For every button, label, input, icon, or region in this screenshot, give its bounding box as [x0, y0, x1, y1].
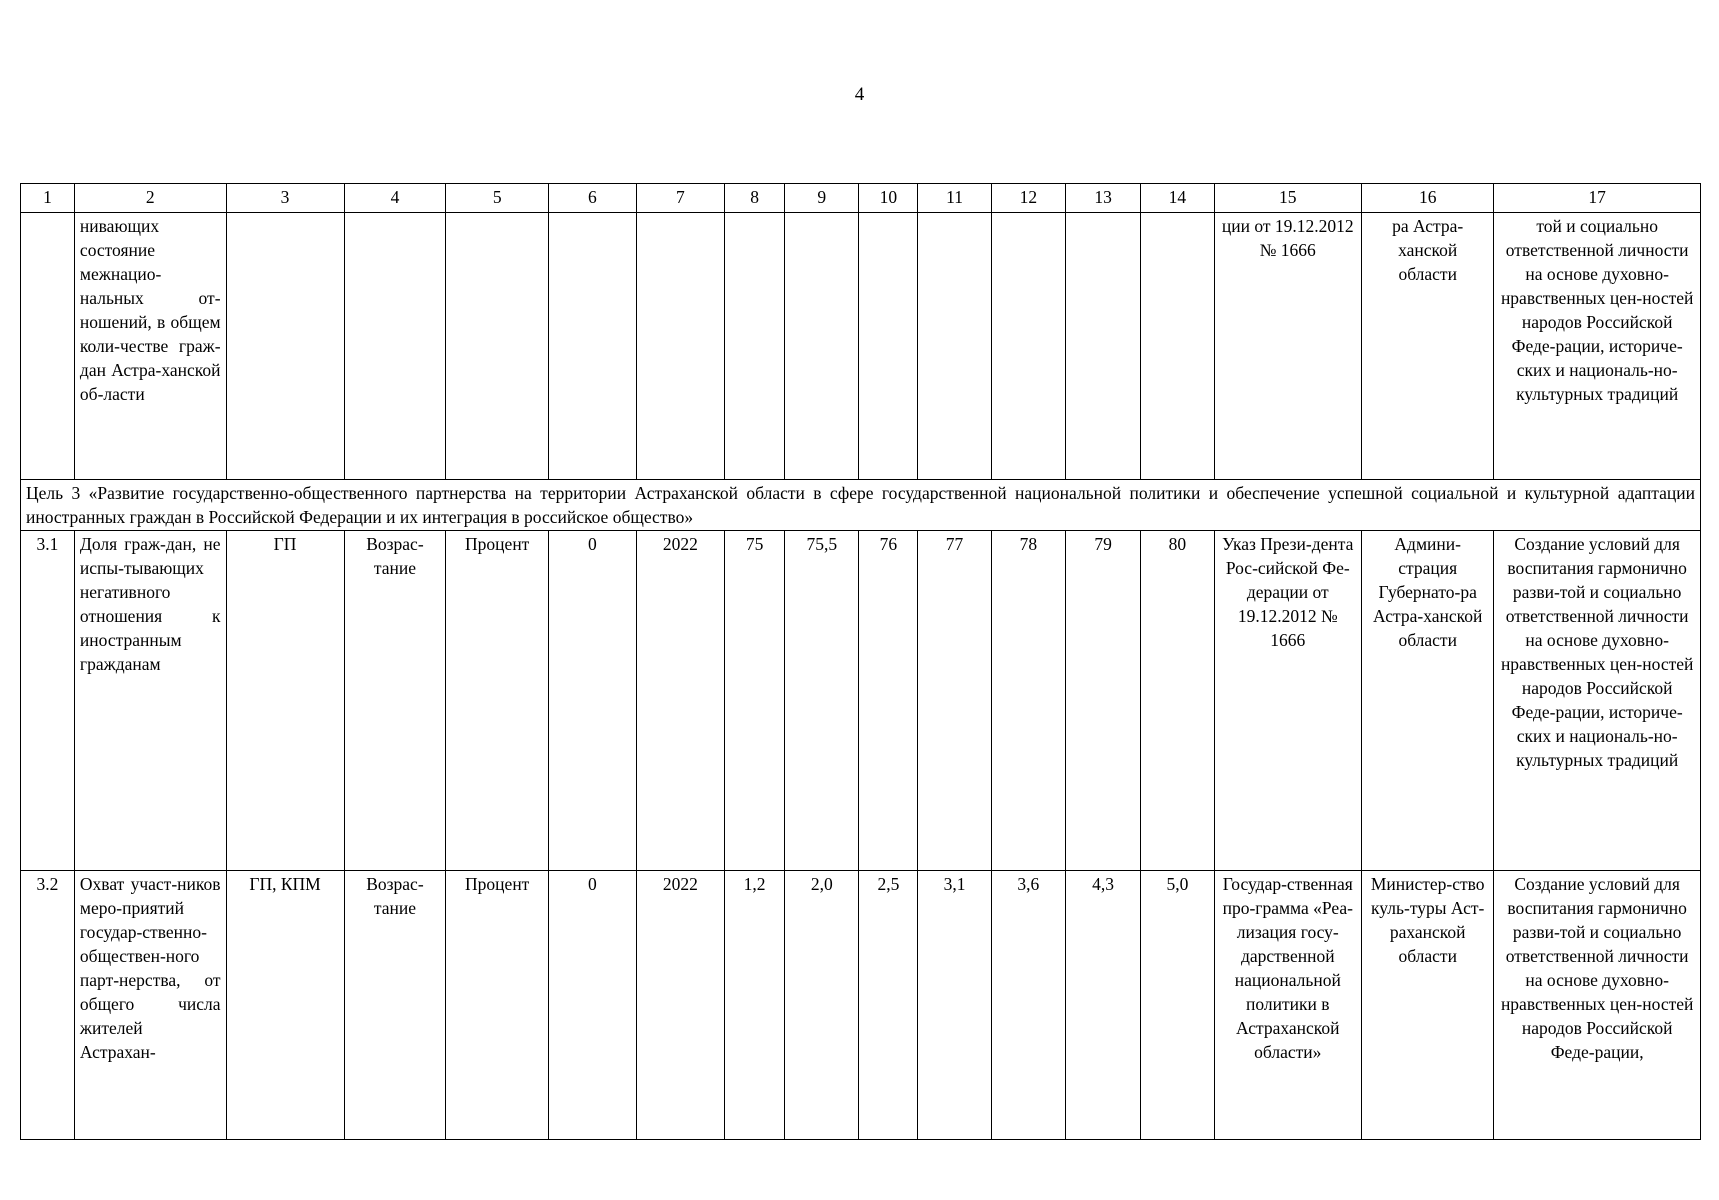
header-cell: 16 [1362, 184, 1494, 213]
header-cell: 8 [725, 184, 785, 213]
goal-link: Создание условий для воспитания гармонично разви-той и социально ответственной личности на основе духовно-нравственных цен-ностей народов Российской Феде-рации, историче-ских и националь-но-культурных традиций [1494, 531, 1701, 871]
responsible-body: Админи-страция Губернато-ра Астра-ханской области [1362, 531, 1494, 871]
indicator-type: ГП, КПМ [226, 871, 344, 1140]
responsible-body: Министер-ство куль-туры Аст-раханской области [1362, 871, 1494, 1140]
header-cell: 6 [549, 184, 637, 213]
header-cell: 2 [74, 184, 226, 213]
indicator-name-cell: нивающих состояние межнацио-нальных от-ношений, в общем коли-честве граж-дан Астра-ханской об-ласти [74, 213, 226, 480]
header-cell: 11 [918, 184, 991, 213]
source-document-cell: ции от 19.12.2012 № 1666 [1214, 213, 1362, 480]
header-cell: 15 [1214, 184, 1362, 213]
indicator-trend: Возрас-тание [344, 531, 446, 871]
indicator-name: Доля граж-дан, не испы-тывающих негативного отношения к иностранным гражданам [74, 531, 226, 871]
value-cell: 2,5 [859, 871, 918, 1140]
responsible-body-cell: ра Астра-ханской области [1362, 213, 1494, 480]
value-cell: 75 [725, 531, 785, 871]
header-cell: 17 [1494, 184, 1701, 213]
value-cell: 4,3 [1065, 871, 1140, 1140]
header-cell: 10 [859, 184, 918, 213]
base-year: 2022 [636, 531, 725, 871]
value-cell: 77 [918, 531, 991, 871]
unit: Процент [446, 531, 549, 871]
indicator-trend: Возрас-тание [344, 871, 446, 1140]
base-year: 2022 [636, 871, 725, 1140]
base-value: 0 [549, 871, 637, 1140]
page-number: 4 [854, 84, 865, 105]
row-number: 3.2 [21, 871, 75, 1140]
value-cell: 3,6 [991, 871, 1065, 1140]
row-number: 3.1 [21, 531, 75, 871]
table-row [21, 531, 1701, 871]
unit: Процент [446, 871, 549, 1140]
goal-link-cell: той и социально ответственной личности на основе духовно-нравственных цен-ностей народов Российской Феде-рации, историче-ских и националь-но-культурных традиций [1494, 213, 1701, 480]
header-row [21, 184, 1701, 213]
table-row [21, 871, 1701, 1140]
continued-row [21, 213, 1701, 480]
indicator-type: ГП [226, 531, 344, 871]
header-cell: 9 [785, 184, 859, 213]
header-cell: 1 [21, 184, 75, 213]
source-document: Указ Прези-дента Рос-сийской Фе-дерации от 19.12.2012 № 1666 [1214, 531, 1362, 871]
header-cell: 13 [1065, 184, 1140, 213]
base-value: 0 [549, 531, 637, 871]
source-document: Государ-ственная про-грамма «Реа-лизация госу-дарственной национальной политики в Астраханской области» [1214, 871, 1362, 1140]
value-cell: 75,5 [785, 531, 859, 871]
value-cell: 78 [991, 531, 1065, 871]
header-cell: 3 [226, 184, 344, 213]
header-cell: 12 [991, 184, 1065, 213]
indicator-name: Охват участ-ников меро-приятий государ-ственно-обществен-ного парт-нерства, от общего числа жителей Астрахан- [74, 871, 226, 1140]
goal-link: Создание условий для воспитания гармонично разви-той и социально ответственной личности на основе духовно-нравственных цен-ностей народов Российской Феде-рации, [1494, 871, 1701, 1140]
value-cell: 2,0 [785, 871, 859, 1140]
header-cell: 7 [636, 184, 725, 213]
value-cell: 3,1 [918, 871, 991, 1140]
row-number-cell [21, 213, 75, 480]
header-cell: 14 [1141, 184, 1214, 213]
header-cell: 5 [446, 184, 549, 213]
value-cell: 1,2 [725, 871, 785, 1140]
goal-row [21, 480, 1701, 531]
goal-3-text: Цель 3 «Развитие государственно-общественного партнерства на территории Астраханской области в сфере государственной национальной политики и обеспечение успешной социальной и культурной адаптации иностранных граждан в Российской Федерации и их интеграция в российское общество» [21, 480, 1701, 531]
value-cell: 80 [1141, 531, 1214, 871]
indicators-table [20, 183, 1701, 1140]
value-cell: 79 [1065, 531, 1140, 871]
value-cell: 5,0 [1141, 871, 1214, 1140]
value-cell: 76 [859, 531, 918, 871]
header-cell: 4 [344, 184, 446, 213]
